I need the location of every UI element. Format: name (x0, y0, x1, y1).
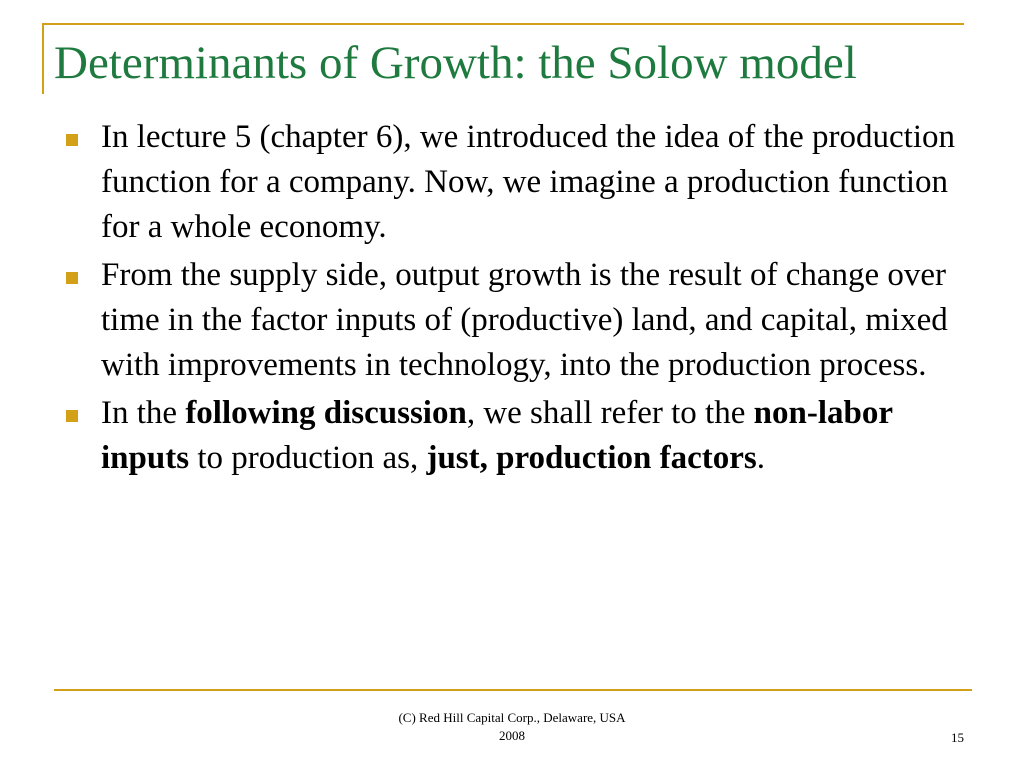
top-rule (42, 23, 964, 25)
bullet-text: In lecture 5 (chapter 6), we introduced the idea of the production function for a company. Now, we imagine a production function for a whole economy. (101, 119, 955, 245)
footer-year: 2008 (499, 728, 525, 743)
bullet-text: , we shall refer to the (466, 395, 754, 431)
bullet-text: From the supply side, output growth is the result of change over time in the factor inputs of (productive) land, and capital, mixed with improvements in technology, into the production process. (101, 257, 948, 383)
square-bullet-icon (66, 134, 78, 146)
left-rule (42, 23, 44, 94)
footer (312, 709, 712, 745)
bold-phrase: just, production factors (426, 440, 757, 476)
bold-phrase: non-labor inputs (101, 395, 893, 476)
footer-copyright: (C) Red Hill Capital Corp., Delaware, USA (398, 710, 626, 725)
bullet-text: . (756, 440, 766, 476)
square-bullet-icon (66, 272, 78, 284)
bullet-text: In the (101, 395, 186, 431)
bold-phrase: following discussion (185, 395, 467, 431)
bottom-rule (54, 689, 972, 691)
bullet-item (62, 253, 962, 388)
bullet-list (62, 115, 962, 484)
bullet-text: to production as, (189, 440, 427, 476)
bullet-item (62, 115, 962, 250)
square-bullet-icon (66, 410, 78, 422)
slide-title: Determinants of Growth: the Solow model (54, 37, 857, 89)
page-number: 15 (951, 730, 964, 745)
bullet-item (62, 391, 962, 481)
